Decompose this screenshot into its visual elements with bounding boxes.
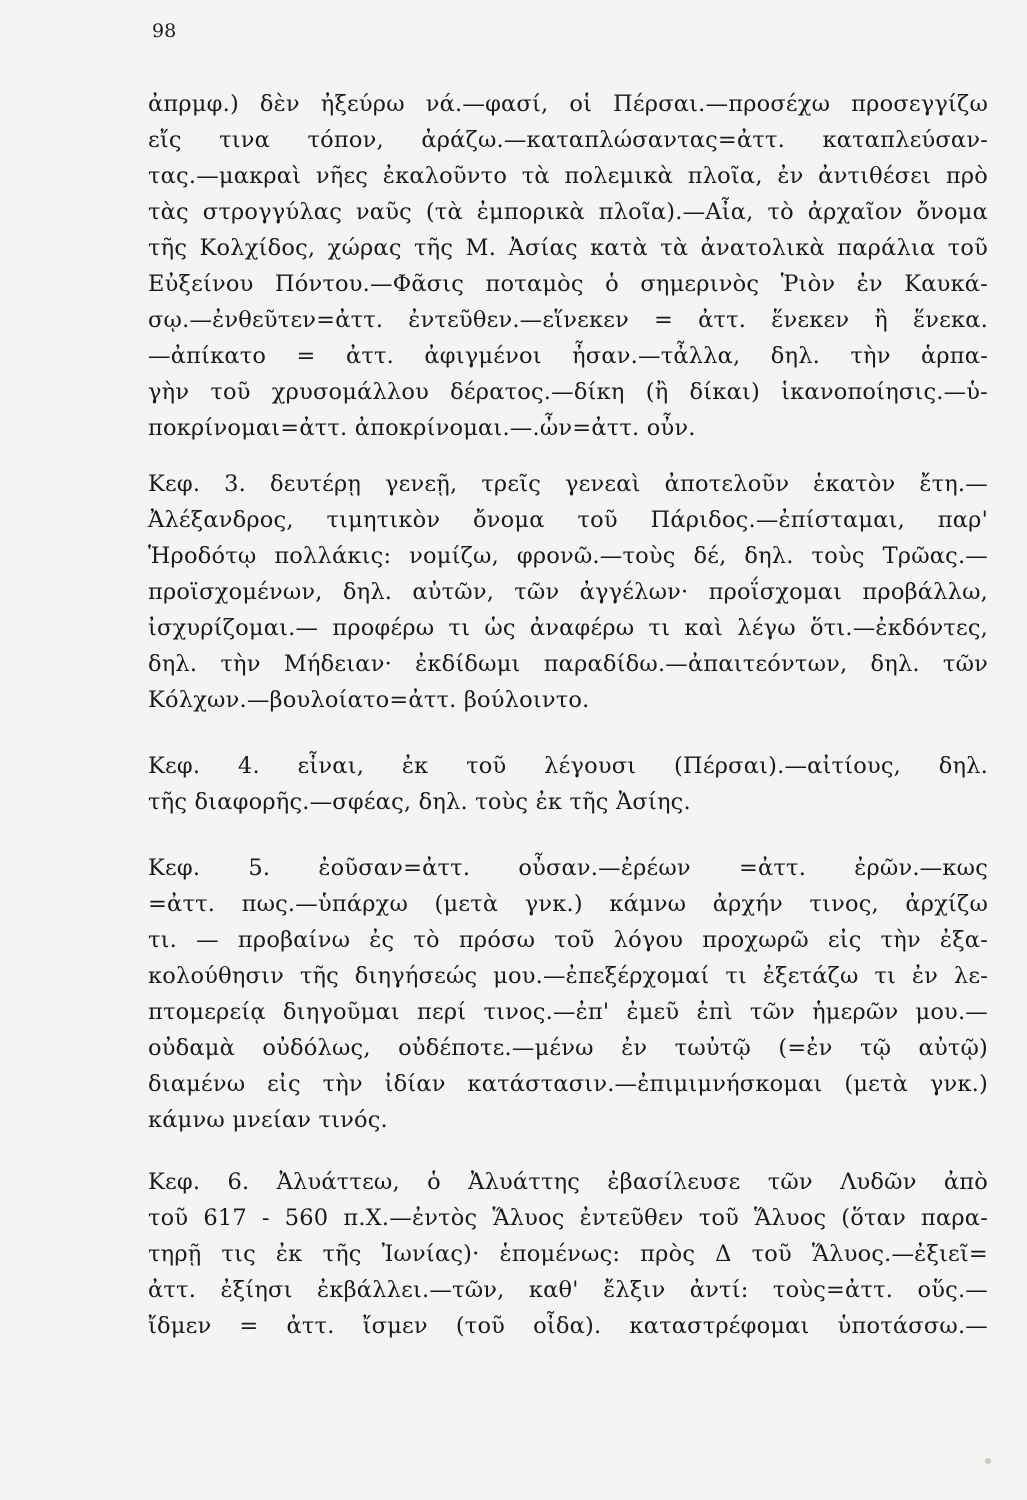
text-line: δηλ. τὴν Μήδειαν· ἐκδίδωμι παραδίδω.—ἀπαιτεόντων, δηλ. τῶν [148,651,988,677]
text-line: πτομερείᾳ διηγοῦμαι περί τινος.—ἐπ' ἐμεῦ ἐπὶ τῶν ἡμερῶν μου.— [148,999,988,1025]
text-line: =ἀττ. πως.—ὑπάρχω (μετὰ γνκ.) κάμνω ἀρχήν τινος, ἀρχίζω [148,891,988,917]
text-line: τοῦ 617 - 560 π.Χ.—ἐντὸς Ἅλυος ἐντεῦθεν τοῦ Ἅλυος (ὅταν παρα- [148,1205,988,1231]
text-line: ἴδμεν = ἀττ. ἴσμεν (τοῦ οἶδα). καταστρέφομαι ὑποτάσσω.— [148,1313,988,1339]
text-line: οὐδαμὰ οὐδόλως, οὐδέποτε.—μένω ἐν τωὐτῷ (=ἐν τῷ αὐτῷ) [148,1035,988,1061]
paragraph-1 [148,86,988,446]
text-line: Εὐξείνου Πόντου.—Φᾶσις ποταμὸς ὁ σημερινὸς Ῥιὸν ἐν Καυκά- [148,271,988,297]
text-line: Κεφ. 6. Ἀλυάττεω, ὁ Ἀλυάττης ἐβασίλευσε τῶν Λυδῶν ἀπὸ [148,1169,988,1195]
text-line: κολούθησιν τῆς διηγήσεώς μου.—ἐπεξέρχομαί τι ἐξετάζω τι ἐν λε- [148,963,988,989]
text-line: Κεφ. 3. δευτέρῃ γενεῇ, τρεῖς γενεαὶ ἀποτελοῦν ἑκατὸν ἔτη.— [148,471,988,497]
text-line: τῆς Κολχίδος, χώρας τῆς Μ. Ἀσίας κατὰ τὰ ἀνατολικὰ παράλια τοῦ [148,235,988,261]
text-line: Κόλχων.—βουλοίατο=ἀττ. βούλοιντο. [148,687,590,713]
text-line: κάμνω μνείαν τινός. [148,1107,388,1133]
paragraph-kef-4 [148,748,988,820]
text-line: γὴν τοῦ χρυσομάλλου δέρατος.—δίκη (ἢ δίκαι) ἱκανοποίησις.—ὑ- [148,379,988,405]
paragraph-kef-5 [148,850,988,1138]
text-line: ἰσχυρίζομαι.— προφέρω τι ὡς ἀναφέρω τι καὶ λέγω ὅτι.—ἐκδόντες, [148,615,988,641]
text-line: τας.—μακραὶ νῆες ἐκαλοῦντο τὰ πολεμικὰ πλοῖα, ἐν ἀντιθέσει πρὸ [148,163,988,189]
text-line: τηρῇ τις ἐκ τῆς Ἰωνίας)· ἑπομένως: πρὸς Δ τοῦ Ἅλυος.—ἐξιεῖ= [148,1241,988,1267]
paragraph-kef-3 [148,466,988,718]
text-line: τὰς στρογγύλας ναῦς (τὰ ἐμπορικὰ πλοῖα).—Αἶα, τὸ ἀρχαῖον ὄνομα [148,199,988,225]
text-line: τι. — προβαίνω ἐς τὸ πρόσω τοῦ λόγου προχωρῶ εἰς τὴν ἐξα- [148,927,988,953]
text-line: τῆς διαφορῆς.—σφέας, δηλ. τοὺς ἐκ τῆς Ἀσίης. [148,789,691,815]
text-line: Κεφ. 4. εἶναι, ἐκ τοῦ λέγουσι (Πέρσαι).—αἰτίους, δηλ. [148,753,988,779]
text-line: ποκρίνομαι=ἀττ. ἀποκρίνομαι.—.ὦν=ἀττ. οὖν. [148,415,696,441]
text-line: Ἡροδότῳ πολλάκις: νομίζω, φρονῶ.—τοὺς δέ, δηλ. τοὺς Τρῶας.— [148,543,988,569]
text-line: εἴς τινα τόπον, ἀράζω.—καταπλώσαντας=ἀττ. καταπλεύσαν- [148,127,988,153]
text-line: σῳ.—ἐνθεῦτεν=ἀττ. ἐντεῦθεν.—εἵνεκεν = ἀττ. ἕνεκεν ἢ ἕνεκα. [148,307,988,333]
paragraph-kef-6 [148,1164,988,1344]
text-line: Ἀλέξανδρος, τιμητικὸν ὄνομα τοῦ Πάριδος.—ἐπίσταμαι, παρ' [148,507,988,533]
text-line: διαμένω εἰς τὴν ἰδίαν κατάστασιν.—ἐπιμιμνήσκομαι (μετὰ γνκ.) [148,1071,988,1097]
text-line: ἀπρμφ.) δὲν ἠξεύρω νά.—φασί, οἱ Πέρσαι.—προσέχω προσεγγίζω [148,91,988,117]
page-smudge [985,1458,991,1464]
text-line: ἀττ. ἐξίησι ἐκβάλλει.—τῶν, καθ' ἔλξιν ἀντί: τοὺς=ἀττ. οὕς.— [148,1277,988,1303]
text-line: προϊσχομένων, δηλ. αὐτῶν, τῶν ἀγγέλων· προΐσχομαι προβάλλω, [148,579,988,605]
text-line: Κεφ. 5. ἐοῦσαν=ἀττ. οὖσαν.—ἐρέων =ἀττ. ἐρῶν.—κως [148,855,988,881]
page-number: 98 [152,20,177,42]
text-line: —ἀπίκατο = ἀττ. ἀφιγμένοι ἦσαν.—τἆλλα, δηλ. τὴν ἁρπα- [148,343,988,369]
